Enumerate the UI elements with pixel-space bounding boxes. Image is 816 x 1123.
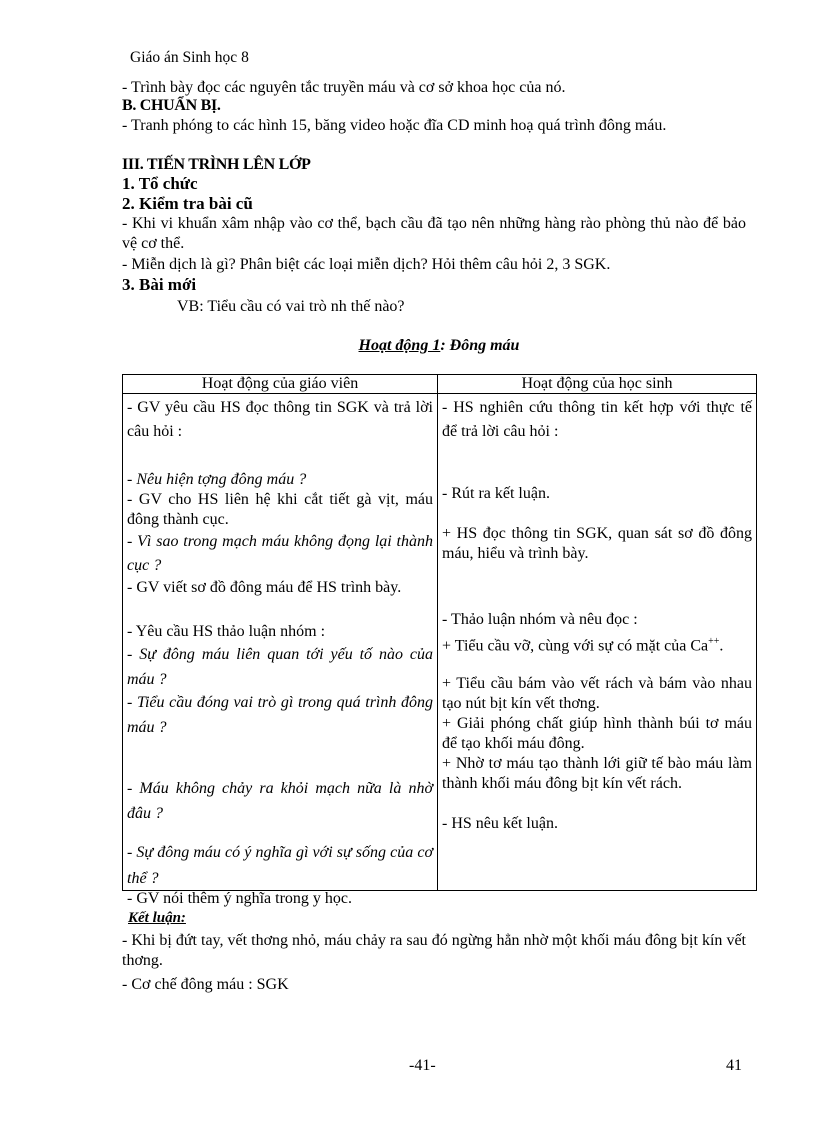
student-item-calcium-text: + Tiểu cầu vỡ, cùng với sự có mặt của Ca [442,637,709,655]
student-item: - HS nghiên cứu thông tin kết hợp với thực tế để trả lời câu hỏi : [442,399,752,440]
activity-table [122,374,757,907]
teacher-item: - GV cho HS liên hệ khi cắt tiết gà vịt, máu đông thành cục. [127,491,433,528]
student-item: - Thảo luận nhóm và nêu đọc : [442,611,638,628]
column-header-student: Hoạt động của học sinh [438,375,757,394]
teacher-item: - Máu không chảy ra khỏi mạch nữa là nhờ đâu ? [127,780,433,822]
section-tien-trinh-title: III. TIẾN TRÌNH LÊN LỚP [122,156,311,173]
student-item: + Giải phóng chất giúp hình thành búi tơ máu để tạo khối máu đông. [442,715,752,752]
teacher-item: - Nêu hiện tợng đông máu ? [127,471,307,488]
teacher-item: - Vì sao trong mạch máu không đọng lại thành cục ? [127,533,433,574]
student-item: + Tiểu cầu bám vào vết rách và bám vào nhau tạo nút bịt kín vết thơng. [442,675,752,712]
teacher-item: - GV nói thêm ý nghĩa trong y học. [127,890,353,907]
footer-page-center: -41- [409,1057,436,1074]
conclusion-title: Kết luận: [128,910,186,926]
calcium-period: . [719,637,724,655]
section-bai-moi: 3. Bài mới [122,275,197,294]
vb-intro: VB: Tiểu cầu có vai trò nh thế nào? [177,298,405,315]
teacher-item: - Tiểu cầu đóng vai trò gì trong quá trình đông máu ? [127,694,433,736]
section-to-chuc: 1. Tổ chức [122,174,198,193]
section-kiem-tra: 2. Kiểm tra bài cũ [122,194,253,213]
section-chuan-bi-title: B. CHUẨN BỊ. [122,97,221,114]
table-header-row [123,375,757,394]
table-body-row [123,394,757,891]
student-item: - HS nêu kết luận. [442,815,558,832]
column-header-teacher: Hoạt động của giáo viên [123,375,438,394]
teacher-item: - GV viết sơ đồ đông máu để HS trình bày. [127,579,402,596]
doc-header: Giáo án Sinh học 8 [130,49,249,66]
student-item: + Nhờ tơ máu tạo thành lới giữ tế bào máu làm thành khối máu đông bịt kín vết rách. [442,755,752,792]
intro-line: - Trình bày đọc các nguyên tắc truyền máu và cơ sở khoa học của nó. [122,79,566,96]
footer-page-right: 41 [726,1057,742,1074]
activity-title [122,337,756,355]
teacher-item: - Yêu cầu HS thảo luận nhóm : [127,623,326,640]
chuan-bi-text: - Tranh phóng to các hình 15, băng video hoặc đĩa CD minh hoạ quá trình đông máu. [122,117,667,134]
student-item: - Rút ra kết luận. [442,485,550,502]
conclusion-text-2: - Cơ chế đông máu : SGK [122,976,289,993]
teacher-item: - GV yêu cầu HS đọc thông tin SGK và trả lời câu hỏi : [127,399,433,440]
conclusion-text-1: - Khi bị đứt tay, vết thơng nhỏ, máu chảy ra sau đó ngừng hẳn nhờ một khối máu đông bịt kín vết thơng. [122,932,746,969]
student-item-calcium [442,632,752,656]
kiem-tra-question-1: - Khi vi khuẩn xâm nhập vào cơ thể, bạch cầu đã tạo nên những hàng rào phòng thủ nào để bảo vệ cơ thể. [122,215,746,252]
calcium-superscript: ++ [708,636,720,647]
student-cell [438,394,757,891]
teacher-cell [123,394,438,907]
teacher-item: - Sự đông máu liên quan tới yếu tố nào của máu ? [127,646,433,688]
kiem-tra-question-2: - Miễn dịch là gì? Phân biệt các loại miễn dịch? Hỏi thêm câu hỏi 2, 3 SGK. [122,256,611,273]
teacher-item: - Sự đông máu có ý nghĩa gì với sự sống của cơ thể ? [127,844,433,887]
activity-title-label: Hoạt động 1 [358,337,441,354]
student-item: + HS đọc thông tin SGK, quan sát sơ đồ đông máu, hiểu và trình bày. [442,525,752,562]
activity-title-rest: : Đông máu [440,337,520,354]
